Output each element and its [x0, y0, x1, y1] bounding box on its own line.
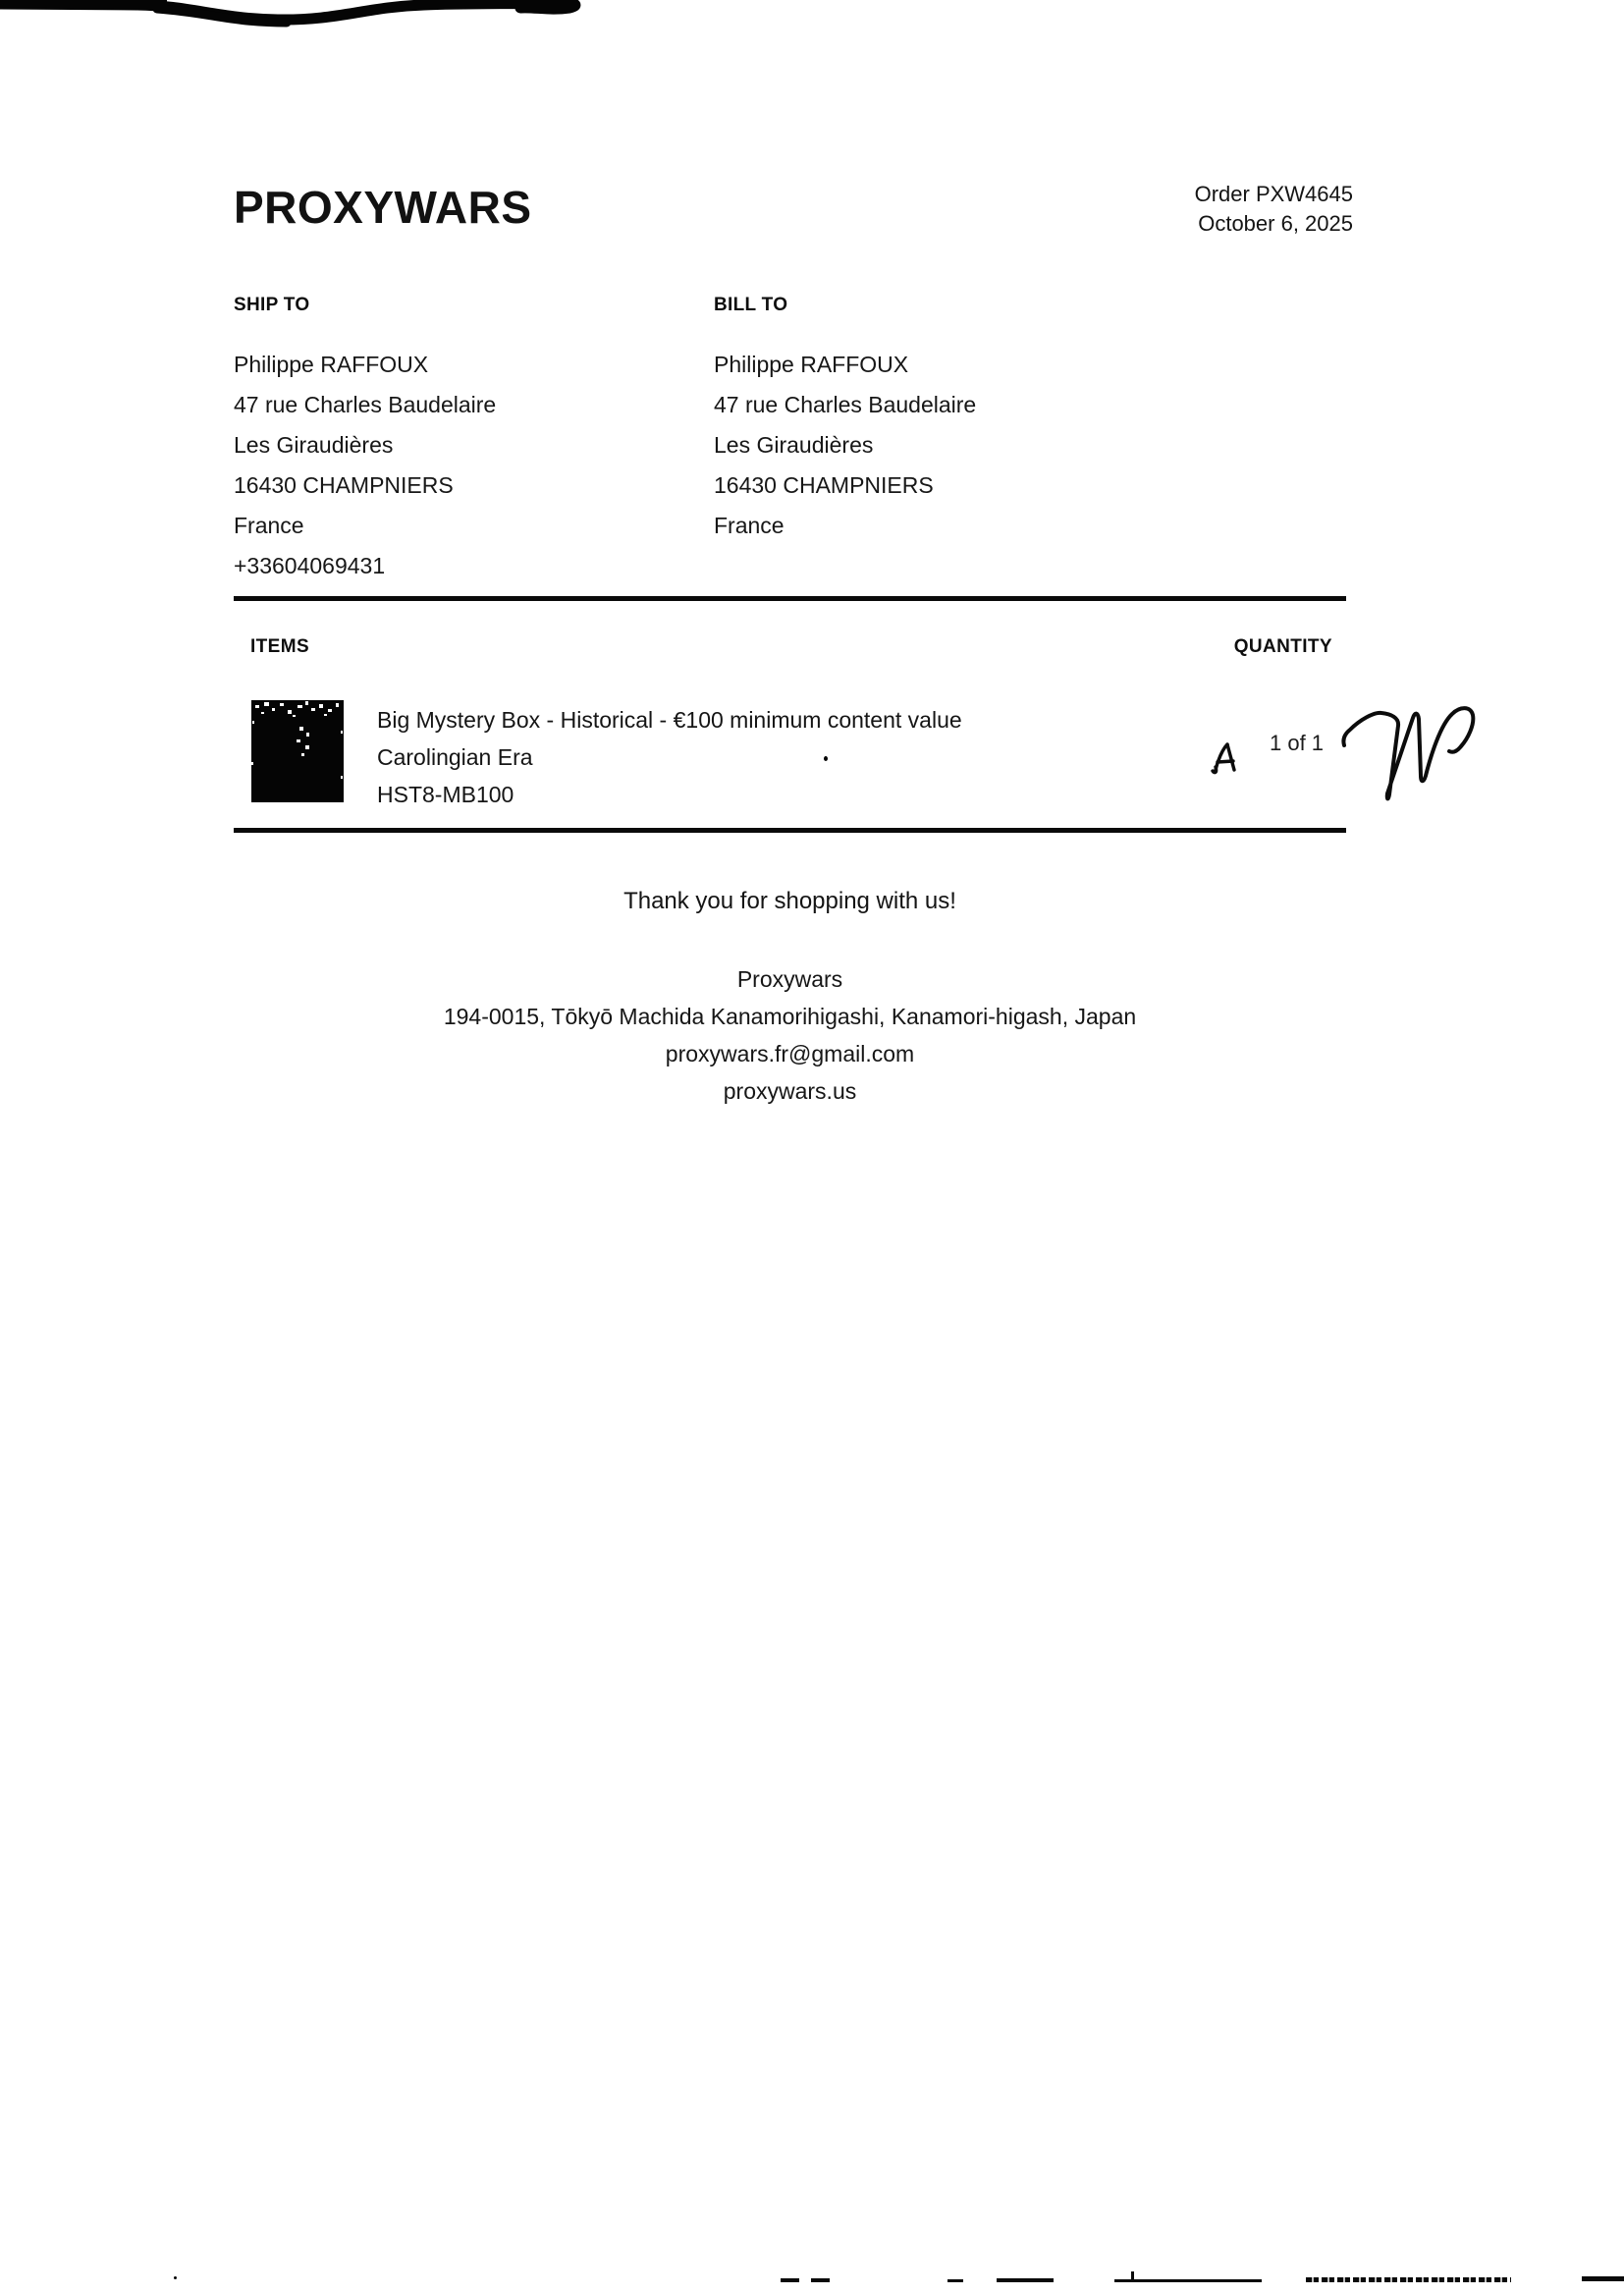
- scan-dash: [1114, 2279, 1262, 2282]
- ship-to-address: [234, 345, 496, 586]
- bill-to-country: France: [714, 513, 785, 538]
- bill-to-street: 47 rue Charles Baudelaire: [714, 392, 977, 417]
- scan-dash: [947, 2279, 963, 2282]
- ship-to-street: 47 rue Charles Baudelaire: [234, 392, 497, 417]
- table-top-divider: [234, 596, 1346, 601]
- ship-to-country: France: [234, 513, 304, 538]
- bill-to-city: 16430 CHAMPNIERS: [714, 472, 934, 498]
- order-number: Order PXW4645: [1194, 182, 1353, 206]
- handwritten-w-signature-icon: [1330, 692, 1483, 805]
- scan-tick: [1131, 2271, 1134, 2279]
- bill-to-heading: BILL TO: [714, 295, 788, 315]
- quantity-column-header: QUANTITY: [1233, 636, 1332, 657]
- ship-to-name: Philippe RAFFOUX: [234, 352, 429, 377]
- scan-speck: [174, 2276, 177, 2279]
- item-row: [377, 701, 962, 813]
- handwritten-letter-a-icon: [1210, 737, 1247, 780]
- item-variant: Carolingian Era: [377, 744, 533, 770]
- store-contact-block: [234, 960, 1346, 1110]
- bill-to-name: Philippe RAFFOUX: [714, 352, 909, 377]
- scan-dash: [781, 2278, 799, 2282]
- store-email: proxywars.fr@gmail.com: [665, 1041, 915, 1066]
- store-address: 194-0015, Tōkyō Machida Kanamorihigashi, Kanamori-higash, Japan: [443, 1004, 1137, 1029]
- page-title: PROXYWARS: [234, 182, 532, 233]
- order-info: [1195, 180, 1353, 239]
- scan-dash-dotted: [1306, 2277, 1511, 2282]
- item-quantity: 1 of 1: [1270, 731, 1325, 755]
- store-website: proxywars.us: [723, 1078, 857, 1104]
- bill-to-locality: Les Giraudières: [714, 432, 874, 458]
- order-date: October 6, 2025: [1198, 211, 1353, 236]
- scan-speck: [824, 756, 828, 761]
- product-thumbnail: [251, 700, 344, 802]
- scan-dash: [811, 2278, 830, 2282]
- ship-to-heading: SHIP TO: [234, 295, 310, 315]
- ship-to-phone: +33604069431: [234, 553, 386, 578]
- ship-to-locality: Les Giraudières: [234, 432, 394, 458]
- thank-you-message: Thank you for shopping with us!: [623, 888, 956, 914]
- scanner-smudge-top-icon: [0, 0, 609, 47]
- item-title: Big Mystery Box - Historical - €100 minimum content value: [377, 707, 962, 733]
- ship-to-city: 16430 CHAMPNIERS: [234, 472, 454, 498]
- scan-dash: [1582, 2276, 1624, 2281]
- items-column-header: ITEMS: [250, 636, 310, 657]
- item-sku: HST8-MB100: [377, 782, 514, 807]
- scan-dash: [997, 2278, 1054, 2282]
- bill-to-address: [714, 345, 976, 546]
- table-bottom-divider: [234, 828, 1346, 833]
- store-name: Proxywars: [736, 966, 843, 992]
